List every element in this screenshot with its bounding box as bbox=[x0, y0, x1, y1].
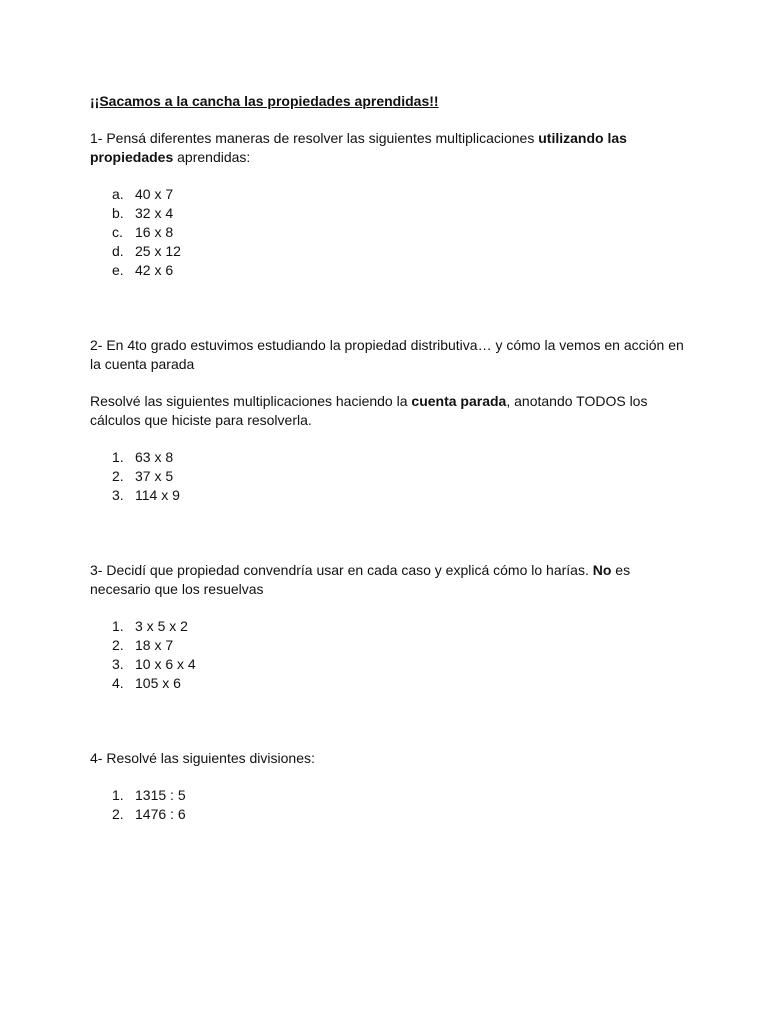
section2-instructions bbox=[90, 392, 690, 430]
list-item-text: 32 x 4 bbox=[135, 205, 174, 221]
list-item-text: 18 x 7 bbox=[135, 637, 174, 653]
list-marker: a. bbox=[112, 186, 124, 202]
list-item-text: 37 x 5 bbox=[135, 468, 174, 484]
list-item bbox=[90, 655, 690, 674]
list-marker: 1. bbox=[112, 449, 124, 465]
list-item-text: 114 x 9 bbox=[135, 487, 180, 503]
list-item bbox=[90, 448, 690, 467]
worksheet-title: ¡¡Sacamos a la cancha las propiedades aprendidas!! bbox=[90, 93, 439, 109]
section4-intro: 4- Resolvé las siguientes divisiones: bbox=[90, 750, 315, 766]
section3-intro bbox=[90, 561, 690, 599]
list-item bbox=[90, 467, 690, 486]
list-item bbox=[90, 261, 690, 280]
worksheet-page bbox=[90, 92, 690, 824]
list-marker: b. bbox=[112, 205, 124, 221]
list-item-text: 10 x 6 x 4 bbox=[135, 656, 196, 672]
list-item bbox=[90, 786, 690, 805]
list-item bbox=[90, 204, 690, 223]
section2-instr-text-b: , anotando TODOS los cálculos que hiciste para resolverla. bbox=[90, 393, 648, 428]
list-item bbox=[90, 486, 690, 505]
section2-instr-text-a: Resolvé las siguientes multiplicaciones haciendo la bbox=[90, 393, 412, 409]
list-marker: 1. bbox=[112, 618, 124, 634]
section3-intro-text-b: es necesario que los resuelvas bbox=[90, 562, 631, 597]
section2-intro: 2- En 4to grado estuvimos estudiando la propiedad distributiva… y cómo la vemos en acción en la cuenta parada bbox=[90, 337, 684, 372]
list-item bbox=[90, 242, 690, 261]
section1-intro-bold: utilizando las propiedades bbox=[90, 130, 627, 165]
list-item-text: 105 x 6 bbox=[135, 675, 181, 691]
list-marker: d. bbox=[112, 243, 124, 259]
section1-intro bbox=[90, 129, 690, 167]
list-item bbox=[90, 185, 690, 204]
list-item bbox=[90, 805, 690, 824]
section3-intro-text-a: 3- Decidí que propiedad convendría usar en cada caso y explicá cómo lo harías. bbox=[90, 562, 593, 578]
list-item-text: 42 x 6 bbox=[135, 262, 174, 278]
list-marker: e. bbox=[112, 262, 124, 278]
list-item-text: 16 x 8 bbox=[135, 224, 174, 240]
list-marker: 3. bbox=[112, 656, 124, 672]
list-marker: 1. bbox=[112, 787, 124, 803]
section2-list bbox=[90, 448, 690, 505]
list-item-text: 63 x 8 bbox=[135, 449, 174, 465]
list-marker: 3. bbox=[112, 487, 124, 503]
section3-list bbox=[90, 617, 690, 693]
list-item bbox=[90, 617, 690, 636]
section1-intro-text-b: aprendidas: bbox=[173, 149, 251, 165]
section3-intro-bold: No bbox=[592, 562, 612, 578]
section1-intro-text-a: 1- Pensá diferentes maneras de resolver las siguientes multiplicaciones bbox=[90, 130, 539, 146]
list-item bbox=[90, 223, 690, 242]
section4-list bbox=[90, 786, 690, 824]
list-item bbox=[90, 674, 690, 693]
list-marker: 2. bbox=[112, 637, 124, 653]
list-marker: 4. bbox=[112, 675, 124, 691]
section1-list bbox=[90, 185, 690, 280]
list-marker: 2. bbox=[112, 468, 124, 484]
list-item-text: 1315 : 5 bbox=[135, 787, 186, 803]
list-marker: 2. bbox=[112, 806, 124, 822]
list-item bbox=[90, 636, 690, 655]
list-item-text: 1476 : 6 bbox=[135, 806, 186, 822]
list-marker: c. bbox=[112, 224, 123, 240]
section2-instr-bold: cuenta parada bbox=[411, 393, 507, 409]
list-item-text: 25 x 12 bbox=[135, 243, 181, 259]
list-item-text: 3 x 5 x 2 bbox=[135, 618, 188, 634]
list-item-text: 40 x 7 bbox=[135, 186, 174, 202]
